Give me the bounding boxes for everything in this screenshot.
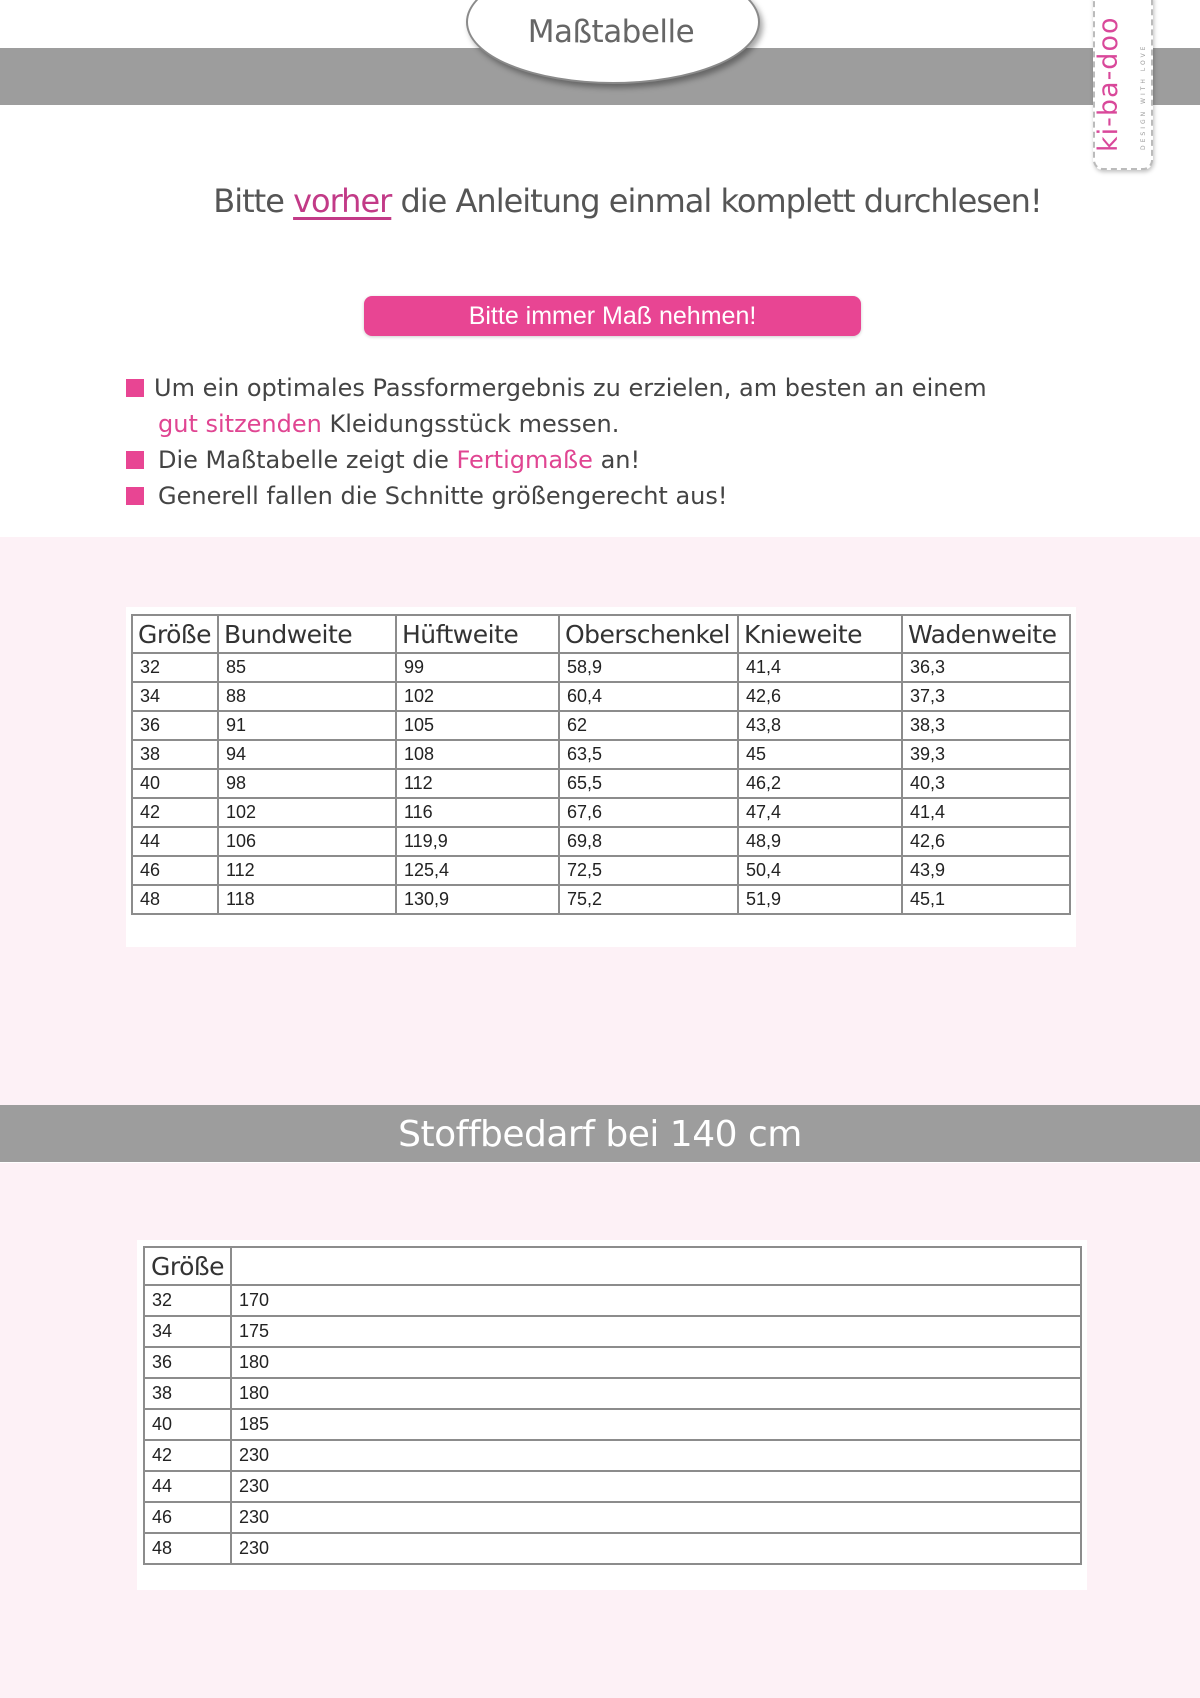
table-row xyxy=(132,653,1070,682)
table-cell: 32 xyxy=(144,1285,231,1316)
table-cell: 43,9 xyxy=(902,856,1070,885)
table-cell: 62 xyxy=(559,711,738,740)
bullet-text: Um ein optimales Passformergebnis zu erzielen, am besten an einem xyxy=(154,374,987,402)
table-row xyxy=(132,711,1070,740)
table-row xyxy=(132,682,1070,711)
table-cell: 48 xyxy=(132,885,218,914)
table-cell: 44 xyxy=(144,1471,231,1502)
table-cell: 50,4 xyxy=(738,856,902,885)
table-cell: 48,9 xyxy=(738,827,902,856)
bullet-list xyxy=(124,370,987,514)
intro-before: Bitte xyxy=(213,182,294,220)
table-cell: 63,5 xyxy=(559,740,738,769)
column-header: Bundweite xyxy=(218,615,396,653)
table-row xyxy=(144,1409,1081,1440)
table-header-row xyxy=(144,1247,1081,1285)
column-header: Wadenweite xyxy=(902,615,1070,653)
bullet-text: Generell fallen die Schnitte größengerecht aus! xyxy=(158,482,728,510)
table-cell: 34 xyxy=(132,682,218,711)
table-cell: 36 xyxy=(144,1347,231,1378)
table-cell: 75,2 xyxy=(559,885,738,914)
table-cell: 98 xyxy=(218,769,396,798)
table-cell: 94 xyxy=(218,740,396,769)
table-cell: 45 xyxy=(738,740,902,769)
table-cell: 38 xyxy=(144,1378,231,1409)
table-row xyxy=(144,1502,1081,1533)
page-title: Maßtabelle xyxy=(527,14,695,50)
table-cell: 34 xyxy=(144,1316,231,1347)
table-row xyxy=(144,1533,1081,1564)
table-cell: 38,3 xyxy=(902,711,1070,740)
table-cell: 108 xyxy=(396,740,559,769)
intro-text xyxy=(0,182,1200,220)
fabric-table-body xyxy=(144,1285,1081,1564)
table-cell: 65,5 xyxy=(559,769,738,798)
bullet-text: Kleidungsstück messen. xyxy=(321,410,620,438)
table-row xyxy=(132,740,1070,769)
table-cell: 60,4 xyxy=(559,682,738,711)
table-cell: 116 xyxy=(396,798,559,827)
table-cell: 170 xyxy=(231,1285,1081,1316)
table-cell: 43,8 xyxy=(738,711,902,740)
bullet-item xyxy=(124,478,987,514)
table-cell: 180 xyxy=(231,1378,1081,1409)
table-cell: 41,4 xyxy=(902,798,1070,827)
bullet-text: Die Maßtabelle zeigt die xyxy=(158,446,457,474)
table-row xyxy=(144,1440,1081,1471)
bullet-item xyxy=(124,442,987,478)
fabric-table xyxy=(143,1246,1082,1565)
size-table-body xyxy=(132,653,1070,914)
table-cell: 119,9 xyxy=(396,827,559,856)
table-cell: 32 xyxy=(132,653,218,682)
table-cell: 38 xyxy=(132,740,218,769)
table-cell: 41,4 xyxy=(738,653,902,682)
table-row xyxy=(132,856,1070,885)
table-cell: 180 xyxy=(231,1347,1081,1378)
table-cell: 185 xyxy=(231,1409,1081,1440)
table-row xyxy=(144,1285,1081,1316)
table-cell: 46,2 xyxy=(738,769,902,798)
table-cell: 230 xyxy=(231,1471,1081,1502)
column-header: Oberschenkel xyxy=(559,615,738,653)
table-row xyxy=(144,1316,1081,1347)
table-cell: 42,6 xyxy=(902,827,1070,856)
table-cell: 130,9 xyxy=(396,885,559,914)
brand-tagline: DESIGN WITH LOVE xyxy=(1140,43,1147,150)
table-cell: 91 xyxy=(218,711,396,740)
table-cell: 102 xyxy=(396,682,559,711)
table-cell: 42 xyxy=(132,798,218,827)
table-cell: 40 xyxy=(132,769,218,798)
table-cell: 88 xyxy=(218,682,396,711)
table-cell: 102 xyxy=(218,798,396,827)
table-cell: 112 xyxy=(396,769,559,798)
table-cell: 230 xyxy=(231,1440,1081,1471)
table-cell: 44 xyxy=(132,827,218,856)
table-row xyxy=(132,769,1070,798)
table-cell: 47,4 xyxy=(738,798,902,827)
table-cell: 36 xyxy=(132,711,218,740)
table-cell: 118 xyxy=(218,885,396,914)
intro-after: die Anleitung einmal komplett durchlesen! xyxy=(391,182,1042,220)
size-table xyxy=(131,614,1071,915)
table-cell: 48 xyxy=(144,1533,231,1564)
table-cell: 46 xyxy=(132,856,218,885)
table-cell: 105 xyxy=(396,711,559,740)
bullet-continuation xyxy=(124,406,987,442)
measure-banner: Bitte immer Maß nehmen! xyxy=(364,296,861,336)
bullet-pink-text: gut sitzenden xyxy=(158,410,322,438)
column-header: Knieweite xyxy=(738,615,902,653)
table-cell: 230 xyxy=(231,1533,1081,1564)
table-cell: 42 xyxy=(144,1440,231,1471)
table-row xyxy=(132,798,1070,827)
table-cell: 58,9 xyxy=(559,653,738,682)
table-row xyxy=(132,827,1070,856)
intro-highlight: vorher xyxy=(293,182,392,220)
bullet-text: an! xyxy=(592,446,641,474)
table-row xyxy=(132,885,1070,914)
table-cell: 99 xyxy=(396,653,559,682)
table-cell: 69,8 xyxy=(559,827,738,856)
table-header-row xyxy=(132,615,1070,653)
column-header xyxy=(231,1247,1081,1285)
table-cell: 37,3 xyxy=(902,682,1070,711)
table-row xyxy=(144,1347,1081,1378)
table-cell: 40,3 xyxy=(902,769,1070,798)
table-cell: 175 xyxy=(231,1316,1081,1347)
table-cell: 36,3 xyxy=(902,653,1070,682)
column-header: Hüftweite xyxy=(396,615,559,653)
table-cell: 85 xyxy=(218,653,396,682)
pink-square-icon xyxy=(126,487,144,505)
fabric-section-title: Stoffbedarf bei 140 cm xyxy=(398,1114,802,1155)
table-cell: 125,4 xyxy=(396,856,559,885)
brand-logo: ki-ba-doo xyxy=(1093,16,1124,152)
table-row xyxy=(144,1471,1081,1502)
pink-square-icon xyxy=(126,451,144,469)
column-header: Größe xyxy=(144,1247,231,1285)
table-row xyxy=(144,1378,1081,1409)
table-cell: 230 xyxy=(231,1502,1081,1533)
table-cell: 40 xyxy=(144,1409,231,1440)
table-cell: 67,6 xyxy=(559,798,738,827)
table-cell: 112 xyxy=(218,856,396,885)
table-cell: 42,6 xyxy=(738,682,902,711)
table-cell: 45,1 xyxy=(902,885,1070,914)
table-cell: 39,3 xyxy=(902,740,1070,769)
pink-square-icon xyxy=(126,379,144,397)
table-cell: 51,9 xyxy=(738,885,902,914)
table-cell: 72,5 xyxy=(559,856,738,885)
table-cell: 46 xyxy=(144,1502,231,1533)
bullet-pink-text: Fertigmaße xyxy=(456,446,593,474)
column-header: Größe xyxy=(132,615,218,653)
bullet-item xyxy=(124,370,987,406)
table-cell: 106 xyxy=(218,827,396,856)
